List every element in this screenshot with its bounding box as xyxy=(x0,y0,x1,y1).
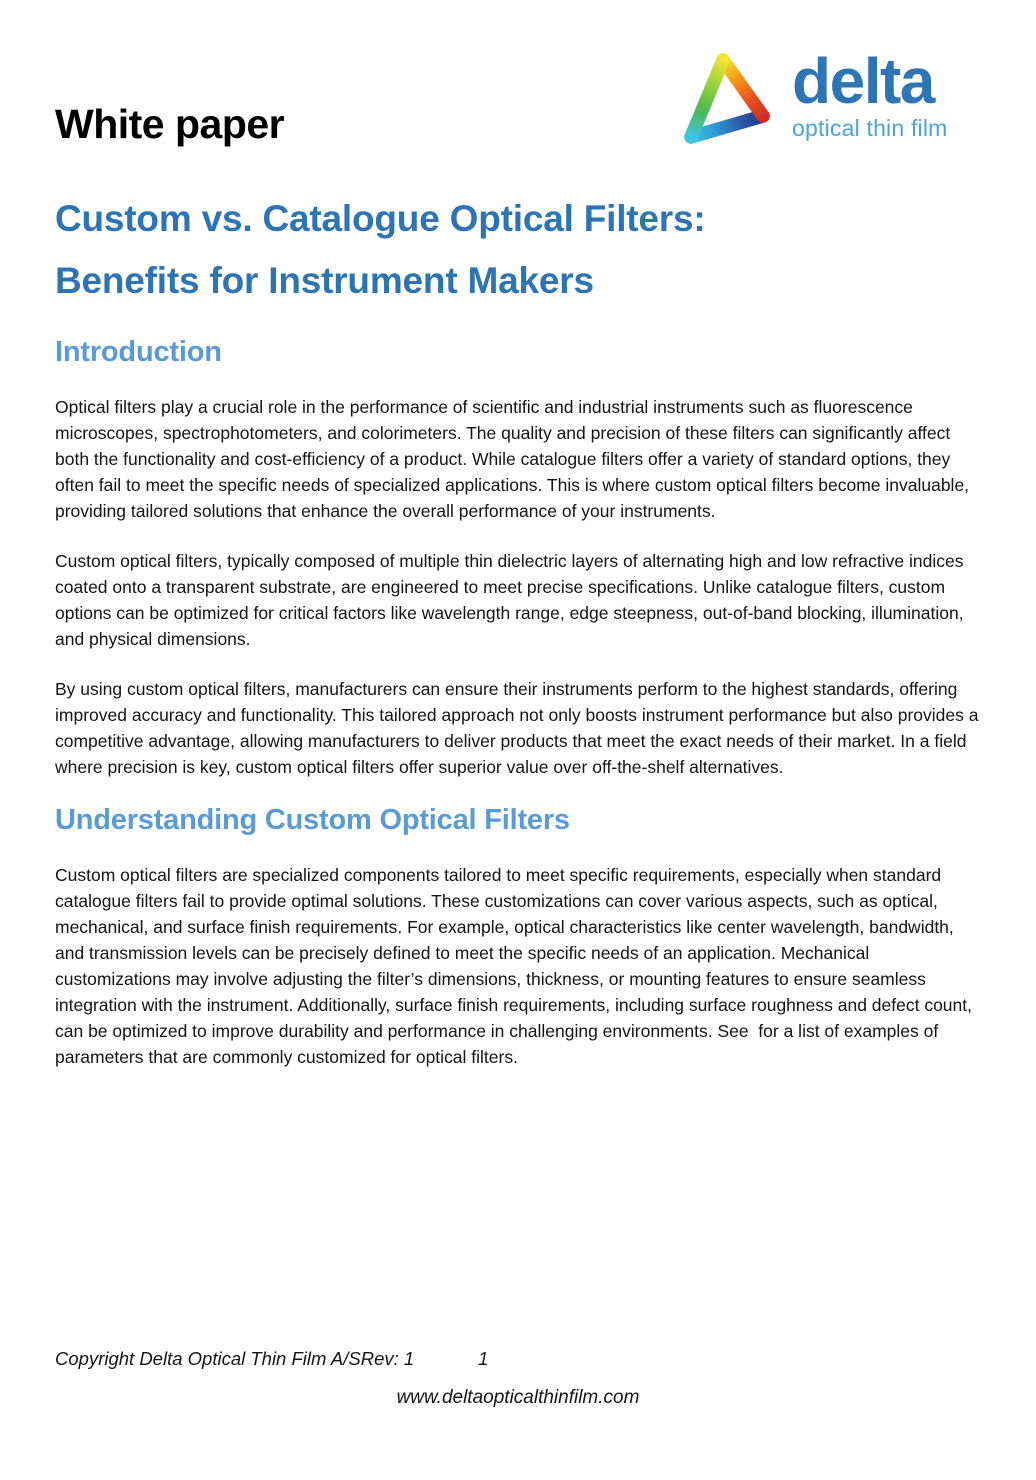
logo-wordmark xyxy=(792,45,948,141)
document-title xyxy=(55,188,980,312)
logo-brand-text: delta xyxy=(792,45,934,117)
paragraph: Custom optical filters are specialized components tailored to meet specific requirements, especially when standard catalogue filters fail to provide optimal solutions. These customizations can cover various aspects, such as optical, mechanical, and surface finish requirements. For example, optical characteristics like center wavelength, bandwidth, and transmission levels can be precisely defined to meet the specific needs of an application. Mechanical customizations may involve adjusting the filter’s dimensions, thickness, or mounting features to ensure seamless integration with the instrument. Additionally, surface finish requirements, including surface roughness and defect count, can be optimized to improve durability and performance in challenging environments. See for a list of examples of parameters that are commonly customized for optical filters. xyxy=(55,865,977,1067)
footer-website-row xyxy=(55,1387,981,1409)
logo-tagline-text: optical thin film xyxy=(792,115,948,141)
copyright-text: Copyright Delta Optical Thin Film A/S xyxy=(55,1348,361,1369)
document-title-line2: Benefits for Instrument Makers xyxy=(55,260,594,301)
website-link[interactable]: www.deltaopticalthinfilm.com xyxy=(396,1387,640,1408)
company-logo xyxy=(678,45,948,150)
delta-triangle-logo-icon xyxy=(678,50,780,150)
doc-type-label: White paper xyxy=(55,101,285,147)
section-heading-understanding-custom-optical-filters: Understanding Custom Optical Filters xyxy=(55,804,570,836)
section-heading-introduction: Introduction xyxy=(55,336,222,368)
paragraph: Custom optical filters, typically composed of multiple thin dielectric layers of alternating high and low refractive indices coated onto a transparent substrate, are engineered to meet precise specifications. Unlike catalogue filters, custom options can be optimized for critical factors like wavelength range, edge steepness, out-of-band blocking, illumination, and physical dimensions. xyxy=(55,551,969,649)
paragraph: Optical filters play a crucial role in the performance of scientific and industrial instruments such as fluorescence microscopes, spectrophotometers, and colorimeters. The quality and precision of these filters can significantly affect both the functionality and cost-efficiency of a product. While catalogue filters offer a variety of standard options, they often fail to meet the specific needs of specialized applications. This is where custom optical filters become invaluable, providing tailored solutions that enhance the overall performance of your instruments. xyxy=(55,397,974,521)
page-number: 1 xyxy=(478,1348,489,1369)
footer-copyright-row xyxy=(55,1348,981,1370)
paragraph: By using custom optical filters, manufacturers can ensure their instruments perform to the highest standards, offering improved accuracy and functionality. This tailored approach not only boosts instrument performance but also provides a competitive advantage, allowing manufacturers to deliver products that meet the exact needs of their market. In a field where precision is key, custom optical filters offer superior value over off-the-shelf alternatives. xyxy=(55,679,984,777)
page-footer xyxy=(55,1348,981,1409)
revision-text: Rev: 1 xyxy=(360,1348,415,1369)
document-title-line1: Custom vs. Catalogue Optical Filters: xyxy=(55,198,706,239)
